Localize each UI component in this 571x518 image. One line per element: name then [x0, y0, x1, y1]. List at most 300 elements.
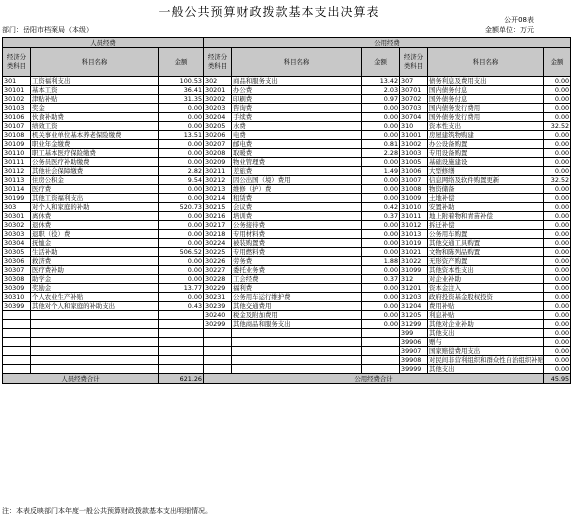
item-name: 其他交通费用	[232, 302, 362, 311]
item-name: 政府投资基金股权投资	[428, 293, 544, 302]
econ-code: 30214	[204, 194, 232, 203]
item-name	[31, 347, 159, 356]
item-name: 住房公积金	[31, 176, 159, 185]
item-name	[232, 329, 362, 338]
item-name: 物资储备	[428, 185, 544, 194]
item-name	[31, 338, 159, 347]
econ-code: 30112	[3, 167, 31, 176]
item-name: 办公费	[232, 86, 362, 95]
econ-code: 30302	[3, 221, 31, 230]
econ-code: 30231	[204, 293, 232, 302]
table-row	[3, 194, 571, 203]
econ-code: 30218	[204, 230, 232, 239]
amount: 0.00	[362, 266, 400, 275]
item-name: 公务用车购置	[428, 230, 544, 239]
item-name: 手续费	[232, 113, 362, 122]
table-row	[3, 122, 571, 131]
econ-code: 30215	[204, 203, 232, 212]
col-header-name: 科目名称	[232, 48, 362, 77]
amount: 0.00	[544, 338, 571, 347]
econ-code: 31203	[400, 293, 428, 302]
table-row	[3, 140, 571, 149]
item-name: 工会经费	[232, 275, 362, 284]
econ-code	[3, 365, 31, 374]
econ-code: 30212	[204, 176, 232, 185]
econ-code: 30310	[3, 293, 31, 302]
item-name: 房屋建筑物购建	[428, 131, 544, 140]
item-name: 劳务费	[232, 257, 362, 266]
item-name: 职工基本医疗保险缴费	[31, 149, 159, 158]
department-label: 部门：岳阳市档案局（本级）	[2, 26, 93, 34]
econ-code: 301	[3, 77, 31, 86]
amount: 0.00	[159, 239, 204, 248]
amount: 0.00	[544, 131, 571, 140]
econ-code: 30199	[3, 194, 31, 203]
amount	[362, 329, 400, 338]
item-name: 机关事业单位基本养老保险缴费	[31, 131, 159, 140]
econ-code: 31001	[400, 131, 428, 140]
amount: 0.00	[159, 266, 204, 275]
amount: 0.00	[362, 239, 400, 248]
econ-code: 30305	[3, 248, 31, 257]
amount: 0.00	[544, 365, 571, 374]
amount: 0.00	[544, 212, 571, 221]
amount: 0.00	[544, 329, 571, 338]
amount: 13.42	[362, 77, 400, 86]
amount: 1.49	[362, 167, 400, 176]
table-row	[3, 329, 571, 338]
amount: 0.00	[362, 158, 400, 167]
econ-code: 31012	[400, 221, 428, 230]
item-name: 抚恤金	[31, 239, 159, 248]
item-name: 福利费	[232, 284, 362, 293]
econ-code: 39906	[400, 338, 428, 347]
amount: 0.37	[362, 212, 400, 221]
amount: 0.42	[362, 203, 400, 212]
item-name: 医疗费补助	[31, 266, 159, 275]
footnote: 注：本表反映部门本年度一般公共预算财政拨款基本支出明细情况。	[2, 507, 212, 515]
col-header-name: 科目名称	[428, 48, 544, 77]
item-name: 取暖费	[232, 149, 362, 158]
col-header-name: 科目名称	[31, 48, 159, 77]
econ-code: 31201	[400, 284, 428, 293]
item-name: 印刷费	[232, 95, 362, 104]
table-row	[3, 149, 571, 158]
amount: 0.00	[159, 140, 204, 149]
personnel-total-value: 621.26	[159, 374, 204, 384]
table-row	[3, 320, 571, 329]
unit-label: 金额单位：万元	[485, 26, 534, 34]
econ-code: 310	[400, 122, 428, 131]
item-name: 奖金	[31, 104, 159, 113]
item-name: 国外债务付息	[428, 95, 544, 104]
item-name: 物业管理费	[232, 158, 362, 167]
amount: 0.00	[362, 230, 400, 239]
econ-code: 31019	[400, 239, 428, 248]
item-name: 电费	[232, 131, 362, 140]
econ-code: 30211	[204, 167, 232, 176]
item-name	[232, 356, 362, 365]
table-row	[3, 293, 571, 302]
totals-row	[3, 374, 571, 384]
table-row	[3, 347, 571, 356]
amount: 0.00	[544, 185, 571, 194]
econ-code: 30704	[400, 113, 428, 122]
table-row	[3, 86, 571, 95]
econ-code: 31006	[400, 167, 428, 176]
amount: 1.88	[362, 257, 400, 266]
econ-code: 30213	[204, 185, 232, 194]
econ-code: 30205	[204, 122, 232, 131]
amount: 0.00	[544, 293, 571, 302]
amount: 0.00	[544, 95, 571, 104]
item-name: 其他社会保障缴费	[31, 167, 159, 176]
item-name: 个人农业生产补贴	[31, 293, 159, 302]
item-name: 其他资本性支出	[428, 266, 544, 275]
econ-code: 39908	[400, 356, 428, 365]
item-name: 费用补贴	[428, 302, 544, 311]
amount: 0.37	[362, 275, 400, 284]
amount: 0.00	[362, 302, 400, 311]
item-name: 国内债务付息	[428, 86, 544, 95]
table-row	[3, 311, 571, 320]
econ-code	[204, 338, 232, 347]
table-row	[3, 284, 571, 293]
econ-code: 31299	[400, 320, 428, 329]
econ-code: 30303	[3, 230, 31, 239]
econ-code: 30113	[3, 176, 31, 185]
public-group-header: 公用经费	[204, 38, 571, 48]
amount: 0.43	[159, 302, 204, 311]
amount: 0.00	[159, 149, 204, 158]
econ-code	[3, 338, 31, 347]
table-row	[3, 302, 571, 311]
amount: 0.00	[544, 167, 571, 176]
amount: 0.00	[159, 212, 204, 221]
item-name: 土地补偿	[428, 194, 544, 203]
table-row	[3, 248, 571, 257]
item-name	[232, 338, 362, 347]
item-name: 委托业务费	[232, 266, 362, 275]
item-name: 大型修缮	[428, 167, 544, 176]
amount: 0.00	[544, 248, 571, 257]
table-row	[3, 221, 571, 230]
econ-code: 31099	[400, 266, 428, 275]
econ-code: 30111	[3, 158, 31, 167]
econ-code: 30109	[3, 140, 31, 149]
econ-code: 31003	[400, 149, 428, 158]
econ-code: 30229	[204, 284, 232, 293]
econ-code: 39999	[400, 365, 428, 374]
item-name: 无形资产购置	[428, 257, 544, 266]
item-name	[31, 320, 159, 329]
econ-code: 30107	[3, 122, 31, 131]
item-name	[31, 356, 159, 365]
econ-code: 30225	[204, 248, 232, 257]
amount: 0.00	[362, 221, 400, 230]
amount: 0.00	[362, 284, 400, 293]
item-name: 国家赔偿费用支出	[428, 347, 544, 356]
amount: 0.00	[159, 293, 204, 302]
amount: 0.00	[544, 320, 571, 329]
report-title: 一般公共预算财政拨款基本支出决算表	[158, 5, 380, 19]
econ-code: 30701	[400, 86, 428, 95]
item-name: 伙食补助费	[31, 113, 159, 122]
item-name: 拆迁补偿	[428, 221, 544, 230]
econ-code: 312	[400, 275, 428, 284]
econ-code: 31205	[400, 311, 428, 320]
item-name: 助学金	[31, 275, 159, 284]
table-row	[3, 266, 571, 275]
econ-code: 31013	[400, 230, 428, 239]
item-name: 公务用车运行维护费	[232, 293, 362, 302]
item-name: 安置补助	[428, 203, 544, 212]
amount	[159, 329, 204, 338]
amount: 0.00	[544, 203, 571, 212]
amount: 0.00	[159, 122, 204, 131]
table-row	[3, 104, 571, 113]
amount: 0.00	[544, 140, 571, 149]
public-total-value: 45.95	[544, 374, 571, 384]
econ-code: 30208	[204, 149, 232, 158]
econ-code	[204, 365, 232, 374]
item-name: 地上附着物和青苗补偿	[428, 212, 544, 221]
item-name: 资本性支出	[428, 122, 544, 131]
table-row	[3, 203, 571, 212]
amount: 0.00	[159, 221, 204, 230]
econ-code: 30226	[204, 257, 232, 266]
amount: 0.00	[159, 275, 204, 284]
amount: 0.00	[362, 293, 400, 302]
econ-code: 30201	[204, 86, 232, 95]
amount: 31.35	[159, 95, 204, 104]
amount: 0.00	[544, 158, 571, 167]
col-header-amount: 金额	[544, 48, 571, 77]
econ-code: 30110	[3, 149, 31, 158]
item-name: 生活补助	[31, 248, 159, 257]
econ-code: 30108	[3, 131, 31, 140]
col-header-code: 经济分类科目	[400, 48, 428, 77]
amount: 0.00	[362, 176, 400, 185]
amount: 0.00	[544, 239, 571, 248]
amount: 0.00	[159, 194, 204, 203]
table-row	[3, 131, 571, 140]
econ-code: 31007	[400, 176, 428, 185]
amount: 0.00	[362, 311, 400, 320]
econ-code: 30240	[204, 311, 232, 320]
table-row	[3, 365, 571, 374]
econ-code: 30209	[204, 158, 232, 167]
item-name: 医疗费	[31, 185, 159, 194]
item-name: 资本金注入	[428, 284, 544, 293]
amount: 2.28	[362, 149, 400, 158]
item-name: 救济费	[31, 257, 159, 266]
econ-code: 302	[204, 77, 232, 86]
econ-code: 30301	[3, 212, 31, 221]
amount: 0.00	[362, 185, 400, 194]
amount: 0.00	[544, 302, 571, 311]
econ-code: 31008	[400, 185, 428, 194]
amount: 0.00	[362, 248, 400, 257]
econ-code: 30702	[400, 95, 428, 104]
econ-code: 30307	[3, 266, 31, 275]
econ-code	[3, 329, 31, 338]
column-header-row	[3, 48, 571, 77]
table-row	[3, 95, 571, 104]
econ-code: 30101	[3, 86, 31, 95]
econ-code	[3, 347, 31, 356]
item-name	[31, 311, 159, 320]
col-header-amount: 金额	[362, 48, 400, 77]
item-name: 对企业补助	[428, 275, 544, 284]
item-name	[232, 347, 362, 356]
col-header-amount: 金额	[159, 48, 204, 77]
item-name: 基本工资	[31, 86, 159, 95]
amount: 0.00	[544, 104, 571, 113]
item-name: 税金及附加费用	[232, 311, 362, 320]
econ-code: 30203	[204, 104, 232, 113]
item-name: 基础设施建设	[428, 158, 544, 167]
econ-code: 31002	[400, 140, 428, 149]
amount: 0.81	[362, 140, 400, 149]
item-name: 专用材料费	[232, 230, 362, 239]
econ-code: 30102	[3, 95, 31, 104]
item-name: 对民间非营利组织和群众性自治组织补贴	[429, 356, 545, 364]
item-name: 工资福利支出	[31, 77, 159, 86]
econ-code: 30204	[204, 113, 232, 122]
item-name	[31, 329, 159, 338]
amount	[362, 347, 400, 356]
amount: 36.41	[159, 86, 204, 95]
amount: 0.00	[362, 320, 400, 329]
econ-code: 30306	[3, 257, 31, 266]
econ-code	[204, 356, 232, 365]
amount: 0.00	[544, 275, 571, 284]
amount	[159, 365, 204, 374]
amount: 32.52	[544, 122, 571, 131]
amount: 2.03	[362, 86, 400, 95]
amount: 2.82	[159, 167, 204, 176]
table-row	[3, 257, 571, 266]
item-name: 国外债务发行费用	[428, 113, 544, 122]
amount: 0.00	[544, 221, 571, 230]
econ-code: 399	[400, 329, 428, 338]
item-name: 其他对个人和家庭的补助支出	[31, 302, 159, 311]
amount: 506.52	[159, 248, 204, 257]
public-total-label: 公用经费合计	[204, 374, 544, 384]
item-name: 维修（护）费	[232, 185, 362, 194]
table-number: 公开08表	[504, 16, 534, 24]
amount: 0.00	[544, 266, 571, 275]
amount	[159, 356, 204, 365]
col-header-code: 经济分类科目	[3, 48, 31, 77]
econ-code	[3, 320, 31, 329]
table-row	[3, 275, 571, 284]
amount: 0.00	[544, 347, 571, 356]
table-row	[3, 356, 571, 365]
econ-code: 31022	[400, 257, 428, 266]
amount: 0.00	[362, 194, 400, 203]
econ-code: 30224	[204, 239, 232, 248]
econ-code	[3, 356, 31, 365]
item-name: 咨询费	[232, 104, 362, 113]
item-name: 专用燃料费	[232, 248, 362, 257]
amount: 0.97	[362, 95, 400, 104]
amount: 0.00	[362, 113, 400, 122]
econ-code: 303	[3, 203, 31, 212]
amount: 0.00	[544, 149, 571, 158]
econ-code: 30228	[204, 275, 232, 284]
econ-code: 30207	[204, 140, 232, 149]
personnel-total-label: 人员经费合计	[3, 374, 159, 384]
amount: 520.73	[159, 203, 204, 212]
item-name: 因公出国（境）费用	[232, 176, 362, 185]
amount: 0.00	[544, 194, 571, 203]
item-name: 其他商品和服务支出	[232, 320, 362, 329]
item-name: 租赁费	[232, 194, 362, 203]
item-name: 离休费	[31, 212, 159, 221]
amount: 100.53	[159, 77, 204, 86]
item-name: 培训费	[232, 212, 362, 221]
item-name: 国内债务发行费用	[428, 104, 544, 113]
amount: 0.00	[544, 356, 571, 365]
table-row	[3, 239, 571, 248]
amount: 0.00	[544, 113, 571, 122]
table-row	[3, 158, 571, 167]
item-name: 专用设备购置	[428, 149, 544, 158]
table-row	[3, 338, 571, 347]
amount: 0.00	[544, 284, 571, 293]
item-name: 差旅费	[232, 167, 362, 176]
econ-code: 30304	[3, 239, 31, 248]
item-name	[232, 365, 362, 374]
expenditure-table	[2, 37, 571, 384]
econ-code	[3, 311, 31, 320]
table-row	[3, 212, 571, 221]
item-name: 其他对企业补助	[428, 320, 544, 329]
amount: 0.00	[544, 86, 571, 95]
item-name: 奖励金	[31, 284, 159, 293]
econ-code: 31204	[400, 302, 428, 311]
econ-code: 31021	[400, 248, 428, 257]
item-name: 赠与	[428, 338, 544, 347]
amount: 0.00	[362, 104, 400, 113]
item-name: 津贴补贴	[31, 95, 159, 104]
col-header-code: 经济分类科目	[204, 48, 232, 77]
econ-code: 30106	[3, 113, 31, 122]
amount: 0.00	[159, 230, 204, 239]
item-name: 职业年金缴费	[31, 140, 159, 149]
amount: 0.00	[159, 158, 204, 167]
group-header-row	[3, 38, 571, 48]
item-name: 利息补贴	[428, 311, 544, 320]
econ-code: 307	[400, 77, 428, 86]
amount	[362, 356, 400, 365]
econ-code	[204, 347, 232, 356]
econ-code: 31009	[400, 194, 428, 203]
econ-code: 30239	[204, 302, 232, 311]
econ-code: 30703	[400, 104, 428, 113]
econ-code: 30308	[3, 275, 31, 284]
econ-code: 30202	[204, 95, 232, 104]
econ-code: 30114	[3, 185, 31, 194]
econ-code	[204, 329, 232, 338]
amount: 32.52	[544, 176, 571, 185]
item-name: 公务接待费	[232, 221, 362, 230]
amount: 13.77	[159, 284, 204, 293]
econ-code: 30309	[3, 284, 31, 293]
item-name	[31, 365, 159, 374]
